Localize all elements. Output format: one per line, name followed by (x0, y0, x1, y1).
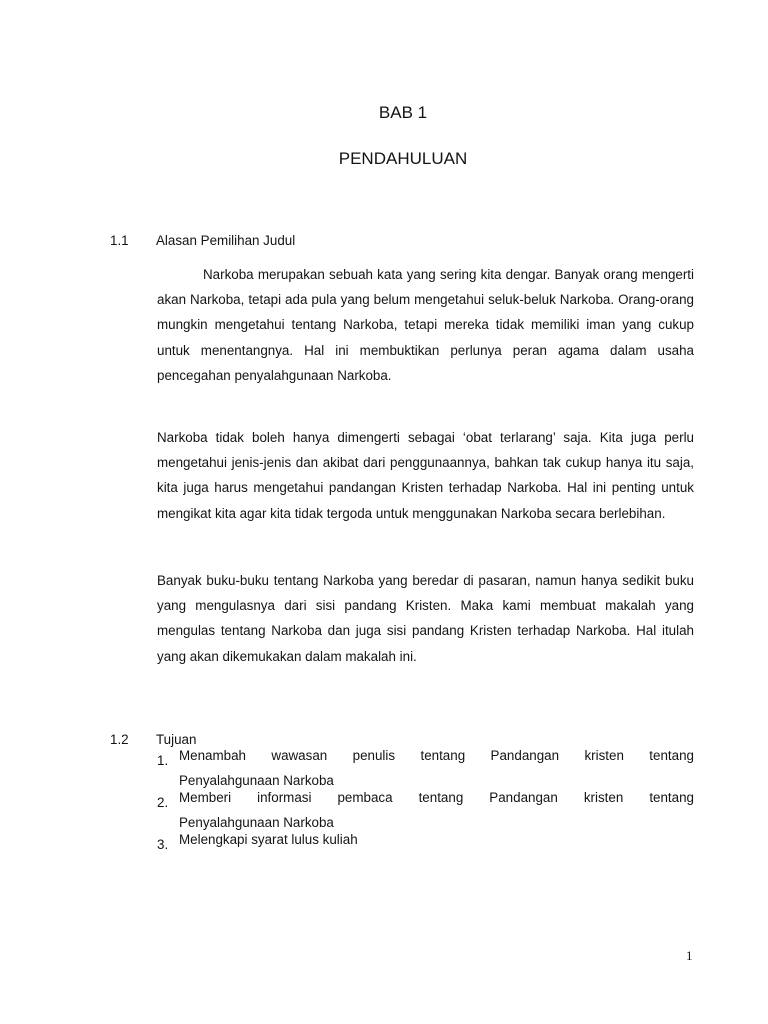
list-number: 3. (157, 837, 169, 852)
chapter-title: PENDAHULUAN (338, 149, 468, 168)
chapter-number: BAB 1 (378, 103, 428, 122)
section-title: Tujuan (156, 732, 197, 747)
paragraph-2: Narkoba tidak boleh hanya dimengerti sebagai ‘obat terlarang’ saja. Kita juga perlu mengetahui jenis-jenis dan akibat dari penggunaannya, bahkan tak cukup hanya itu saja, kita juga harus mengetahui pandangan Kristen terhadap Narkoba. Hal ini penting untuk mengikat kita agar kita tidak tergoda untuk menggunakan Narkoba secara berlebihan. (157, 430, 694, 521)
list-text-line1: Melengkapi syarat lulus kuliah (179, 832, 358, 847)
paragraph-3: Banyak buku-buku tentang Narkoba yang beredar di pasaran, namun hanya sedikit buku yang mengulasnya dari sisi pandang Kristen. Maka kami membuat makalah yang mengulas tentang Narkoba dan juga sisi pandang Kristen terhadap Narkoba. Hal itulah yang akan dikemukakan dalam makalah ini. (157, 573, 694, 664)
list-text-line1: Menambah wawasan penulis tentang Pandangan kristen tentang (179, 748, 694, 763)
section-number: 1.2 (110, 732, 129, 747)
paragraph-1: Narkoba merupakan sebuah kata yang sering kita dengar. Banyak orang mengerti akan Narkoba, tetapi ada pula yang belum mengetahui seluk-beluk Narkoba. Orang-orang mungkin mengetahui tentang Narkoba, tetapi mereka tidak memiliki iman yang cukup untuk menentangnya. Hal ini membuktikan perlunya peran agama dalam usaha pencegahan penyalahgunaan Narkoba. (157, 267, 694, 383)
list-item (157, 832, 694, 857)
list-text-line2: Penyalahgunaan Narkoba (179, 815, 334, 830)
list-item (157, 790, 694, 832)
objectives-list (157, 748, 694, 857)
list-number: 1. (157, 753, 169, 768)
section-title: Alasan Pemilihan Judul (156, 233, 296, 248)
list-text-line2: Penyalahgunaan Narkoba (179, 773, 334, 788)
page-number: 1 (686, 948, 693, 963)
list-text-line1: Memberi informasi pembaca tentang Pandangan kristen tentang (179, 790, 694, 805)
list-number: 2. (157, 795, 169, 810)
list-item (157, 748, 694, 790)
section-number: 1.1 (110, 233, 129, 248)
